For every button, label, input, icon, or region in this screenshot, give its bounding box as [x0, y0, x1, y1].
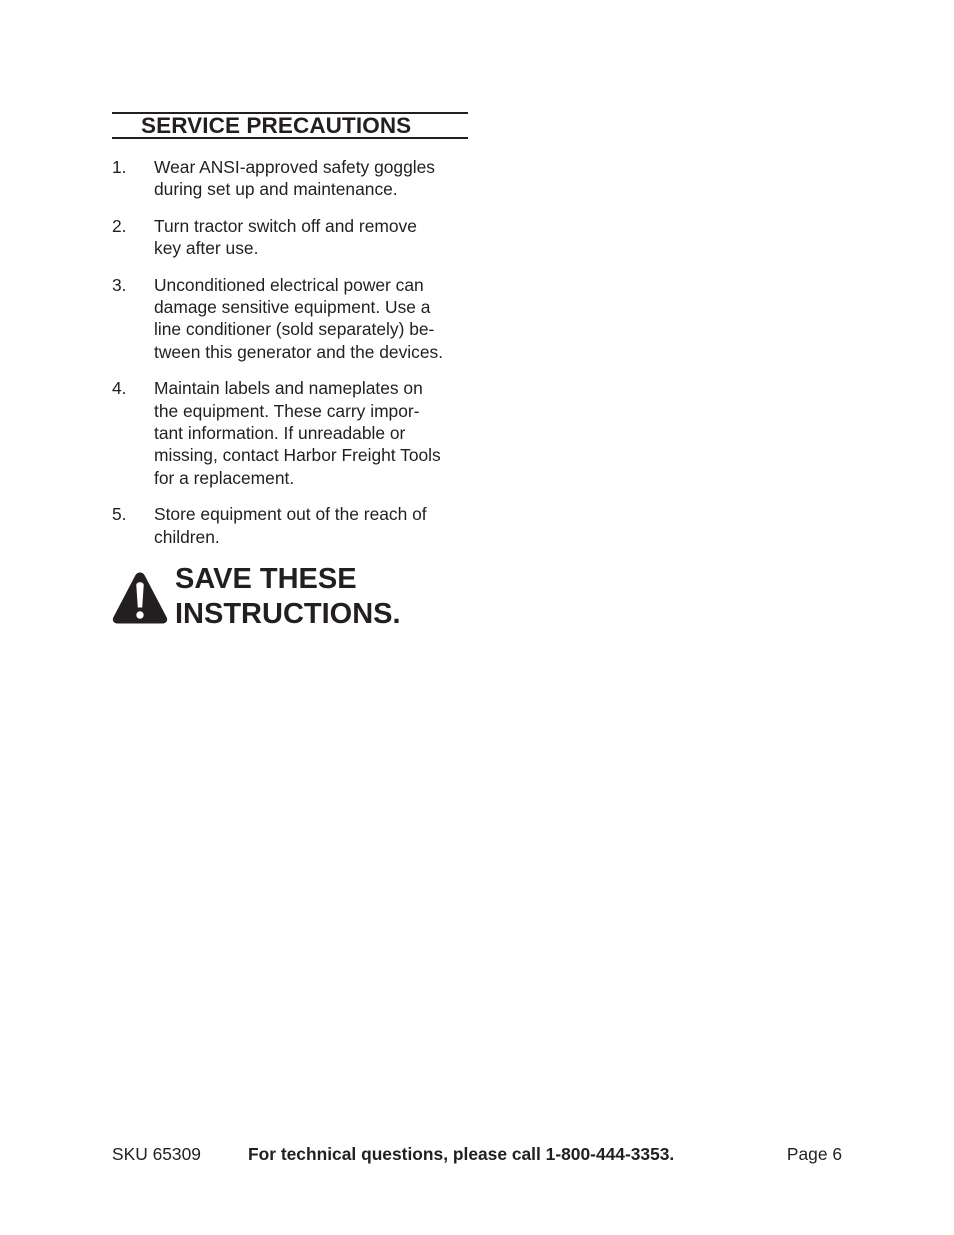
item-number: 2. — [112, 215, 127, 236]
item-text-line: tant information. If unreadable or — [154, 423, 406, 444]
section-heading-rule — [112, 112, 468, 139]
footer-contact: For technical questions, please call 1-800-444-3353. — [248, 1144, 675, 1164]
footer-sku: SKU 65309 — [112, 1144, 201, 1164]
list-item — [112, 215, 468, 260]
save-instructions-line1: SAVE THESE — [175, 563, 357, 595]
footer-page-number: Page 6 — [786, 1144, 842, 1164]
save-instructions-block — [112, 562, 472, 632]
item-text-line: the equipment. These carry impor- — [154, 400, 420, 421]
list-item — [112, 503, 468, 548]
item-number: 5. — [112, 504, 127, 525]
item-text-line: Unconditioned electrical power can — [154, 274, 424, 295]
item-text-line: Maintain labels and nameplates on — [154, 378, 423, 399]
item-text-line: line conditioner (sold separately) be- — [154, 319, 435, 340]
list-item — [112, 156, 468, 201]
page-footer — [112, 1143, 842, 1165]
item-text-line: missing, contact Harbor Freight Tools — [154, 445, 441, 466]
precautions-list — [112, 156, 468, 548]
item-text-line: key after use. — [154, 238, 259, 259]
item-text-line: during set up and maintenance. — [154, 179, 398, 200]
item-text-line: damage sensitive equipment. Use a — [154, 297, 431, 318]
item-text-line: Store equipment out of the reach of — [154, 504, 427, 525]
item-number: 1. — [112, 157, 127, 177]
service-precautions-section — [112, 112, 468, 562]
item-number: 4. — [112, 378, 127, 399]
save-instructions-heading — [175, 562, 401, 632]
item-text-line: Wear ANSI-approved safety goggles — [154, 157, 435, 177]
warning-triangle-icon — [112, 571, 168, 624]
list-item — [112, 377, 468, 489]
item-text-line: Turn tractor switch off and remove — [154, 215, 417, 236]
item-text-line: children. — [154, 526, 220, 547]
save-instructions-line2: INSTRUCTIONS. — [175, 598, 401, 630]
item-text-line: tween this generator and the devices. — [154, 341, 444, 362]
item-number: 3. — [112, 274, 127, 295]
section-heading: SERVICE PRECAUTIONS — [141, 113, 412, 138]
list-item — [112, 274, 468, 364]
item-text-line: for a replacement. — [154, 467, 295, 488]
